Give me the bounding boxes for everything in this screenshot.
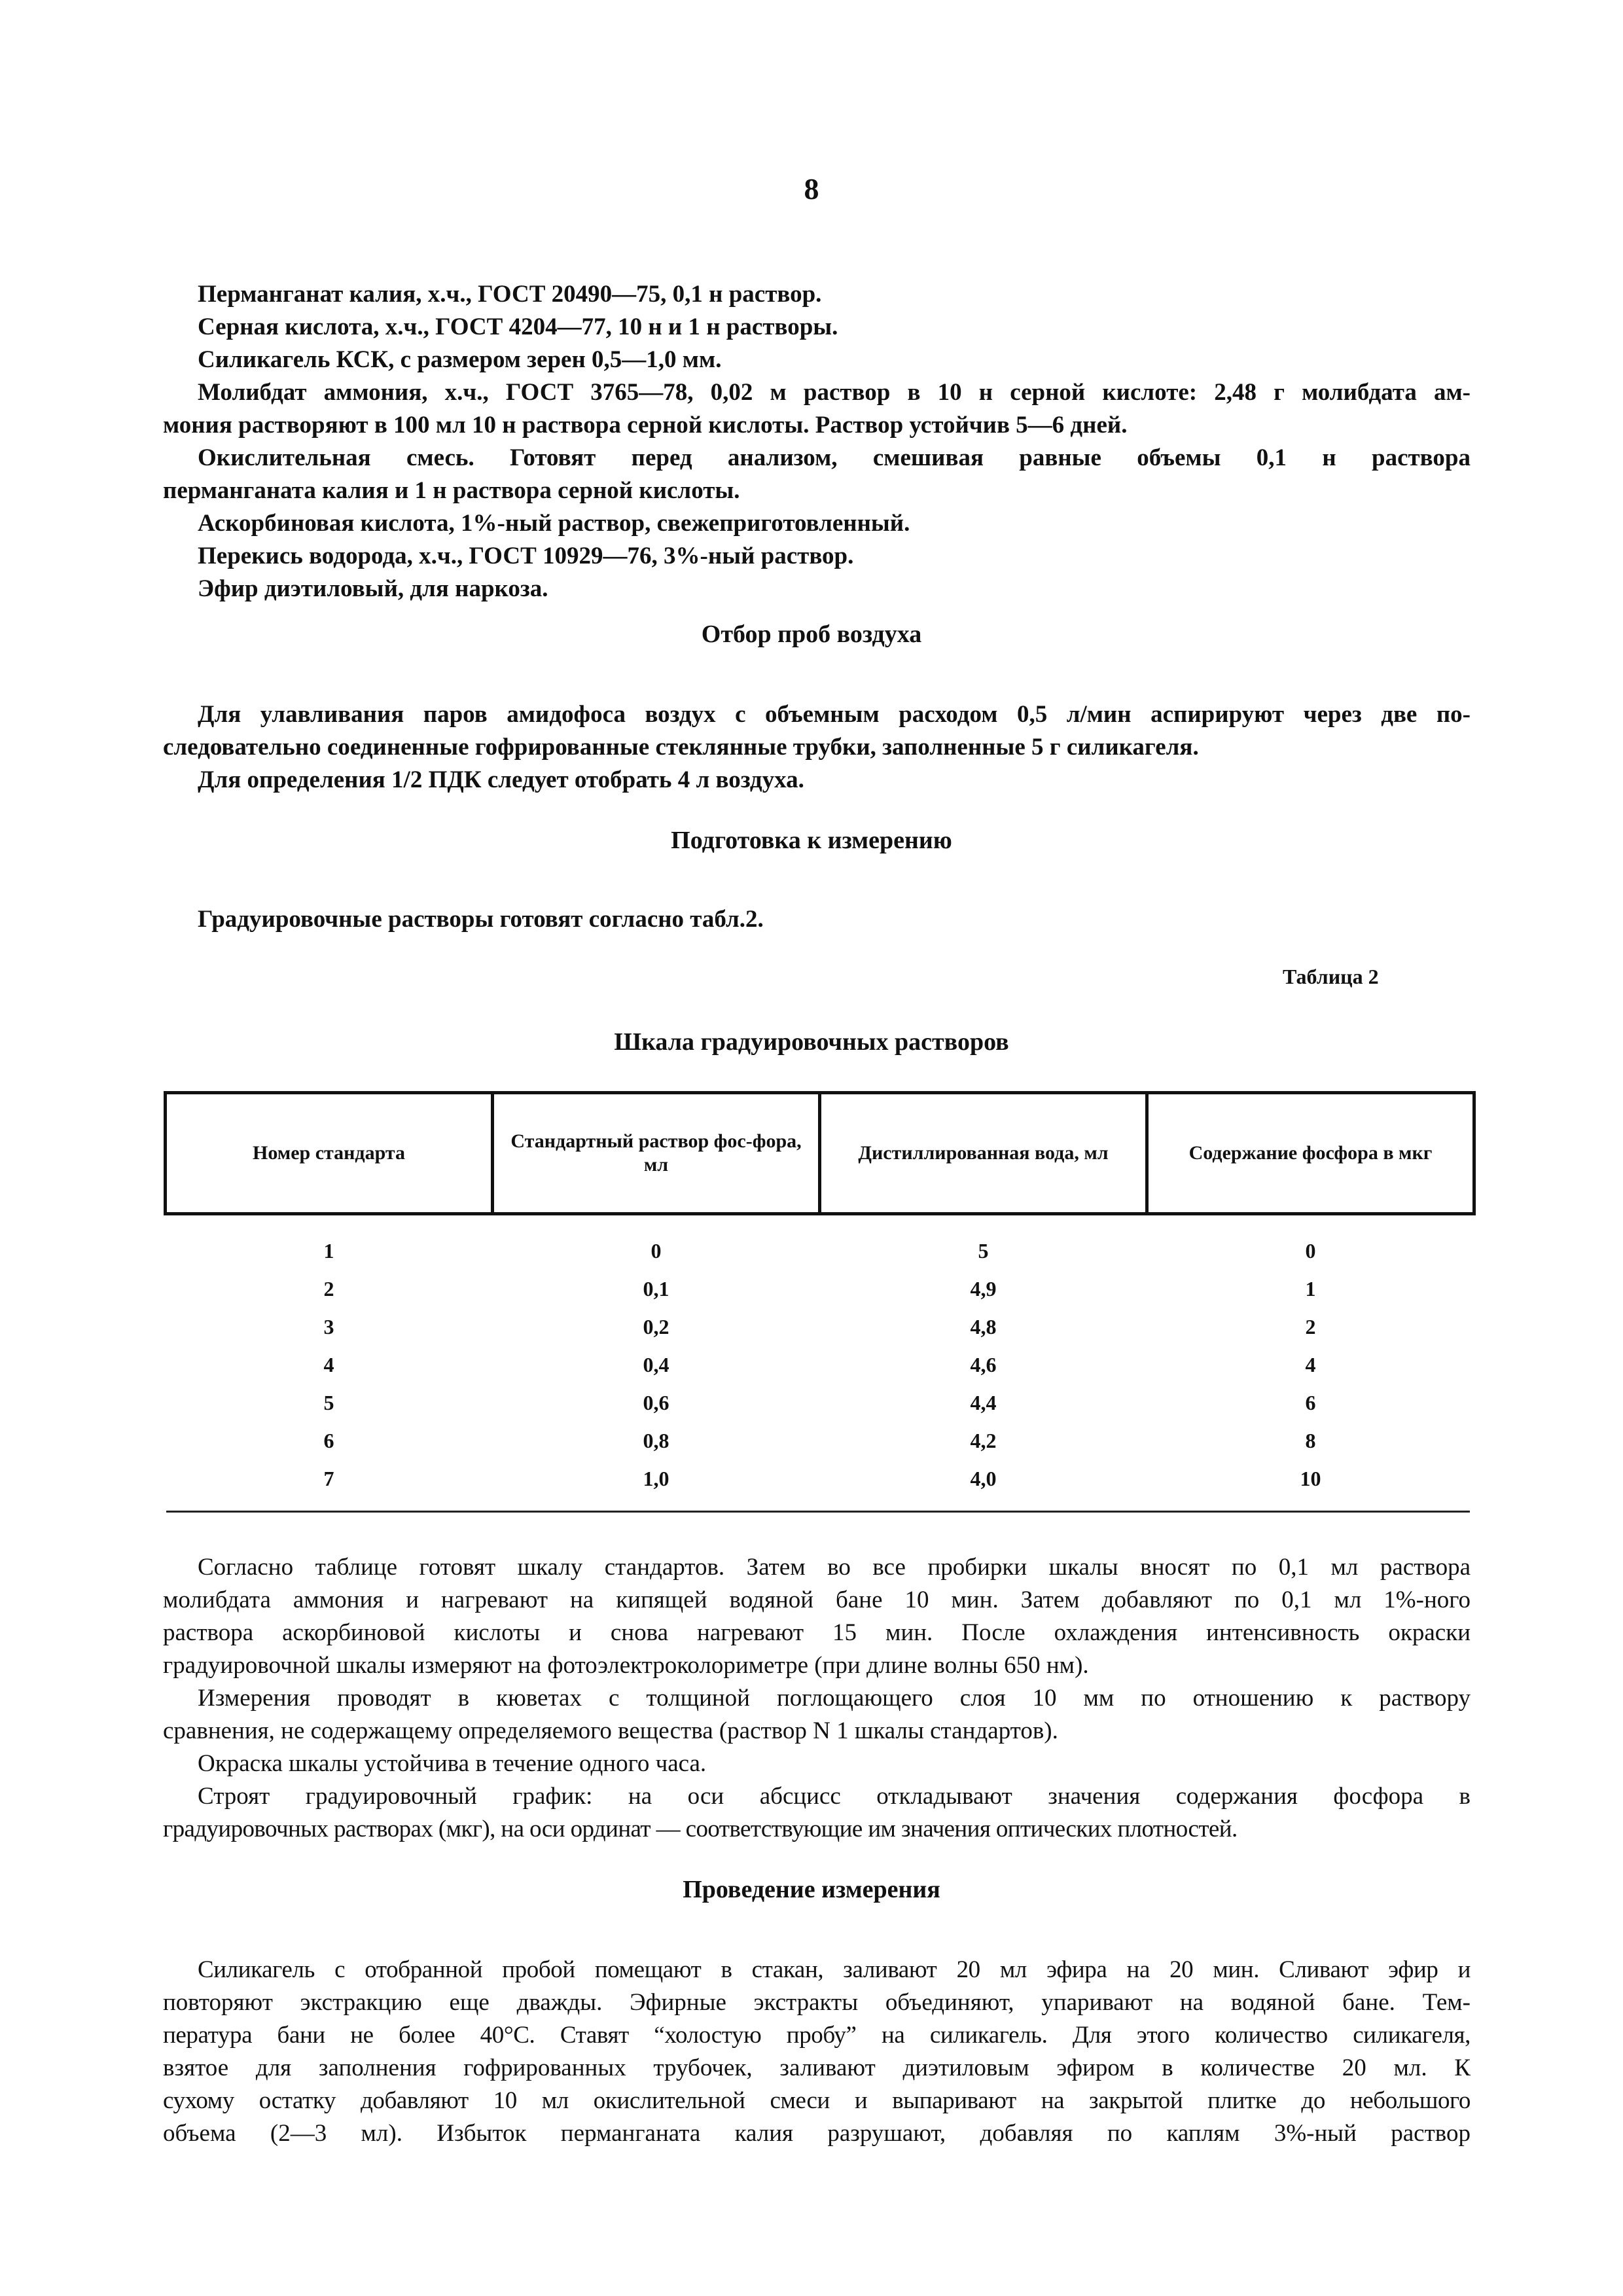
cell: 1,0 [643, 1466, 669, 1490]
cell: 5 [323, 1390, 334, 1414]
measure-l6: объема (2—3 мл). Избыток перманганата калия разрушают, добавляя по каплям 3%-ный раствор [163, 2120, 1471, 2147]
reagent-permanganate: Перманганат калия, х.ч., ГОСТ 20490—75, 0,1 н раствор. [198, 281, 822, 308]
graduation-table [164, 1091, 1476, 1498]
reagents-block [163, 278, 1471, 605]
reagent-oxid-l2: перманганата калия и 1 н раствора серной кислоты. [163, 477, 740, 504]
section-title-preparation: Подготовка к измерению [671, 827, 952, 854]
measure-l1: Силикагель с отобранной пробой помещают в стакан, заливают 20 мл эфира на 20 мин. Сливают эфир и [198, 1956, 1471, 1983]
header-phosphorus-solution: Стандартный раствор фос-форa, мл [493, 1093, 820, 1214]
table-bottom-rule [166, 1511, 1470, 1513]
sampling-line1: Для улавливания паров амидофоса воздух с объемным расходом 0,5 л/мин аспирируют через две по- [198, 701, 1471, 728]
cell: 10 [1300, 1466, 1321, 1490]
sampling-block [163, 698, 1471, 797]
cell: 4,9 [970, 1276, 997, 1300]
header-distilled-water: Дистиллированная вода, мл [820, 1093, 1147, 1214]
table-header-row [166, 1093, 1474, 1214]
after-p2-l2: сравнения, не содержащему определяемого вещества (раствор N 1 шкалы стандартов). [163, 1717, 1058, 1744]
reagent-molybdate-l1: Молибдат аммония, х.ч., ГОСТ 3765—78, 0,02 м раствор в 10 н серной кислоте: 2,48 г молибдата ам- [198, 379, 1471, 406]
header-standard-number: Номер стандарта [166, 1093, 493, 1214]
after-p1-l3: раствора аскорбиновой кислоты и снова нагревают 15 мин. После охлаждения интенсивность окраски [163, 1619, 1471, 1646]
sampling-line3: Для определения 1/2 ПДК следует отобрать 4 л воздуха. [198, 766, 804, 793]
cell: 7 [323, 1466, 334, 1490]
cell: 6 [323, 1428, 334, 1452]
preparation-text: Градуировочные растворы готовят согласно табл.2. [198, 906, 764, 933]
preparation-block [198, 903, 1471, 936]
reagent-ascorbic: Аскорбиновая кислота, 1%-ный раствор, свежеприготовленный. [198, 510, 910, 537]
cell: 3 [323, 1314, 334, 1338]
cell: 4,2 [970, 1428, 997, 1452]
reagent-molybdate-l2: мония растворяют в 100 мл 10 н раствора серной кислоты. Раствор устойчив 5—6 дней. [163, 412, 1128, 439]
after-table-block [163, 1551, 1471, 1846]
measure-l5: сухому остатку добавляют 10 мл окислительной смеси и выпаривают на закрытой плитке до небольшого [163, 2087, 1471, 2114]
table-row [166, 1214, 1474, 1270]
sampling-line2: следовательно соединенные гофрированные стеклянные трубки, заполненные 5 г силикагеля. [163, 734, 1199, 761]
table-row [166, 1422, 1474, 1460]
measure-l4: взятое для заполнения гофрированных трубочек, заливают диэтиловым эфиром в количестве 20 мл. К [163, 2054, 1471, 2081]
page-number: 8 [804, 172, 819, 206]
cell: 0,2 [643, 1314, 669, 1338]
cell: 1 [1305, 1276, 1316, 1300]
table-row [166, 1270, 1474, 1308]
table-title: Шкала градуировочных растворов [614, 1028, 1009, 1056]
cell: 4 [1305, 1352, 1316, 1376]
section-title-sampling: Отбор проб воздуха [701, 620, 922, 648]
section-title-measurement: Проведение измерения [683, 1876, 940, 1903]
after-p4-l1: Строят градуировочный график: на оси абсцисс откладывают значения содержания фосфора в [198, 1783, 1471, 1810]
reagent-silica: Силикагель КСК, с размером зерен 0,5—1,0 мм. [198, 346, 722, 373]
after-p1-l4: градуировочной шкалы измеряют на фотоэлектроколориметре (при длине волны 650 нм). [163, 1652, 1089, 1679]
measure-l3: пература бани не более 40°С. Ставят “холостую пробу” на силикагель. Для этого количество силикагеля, [163, 2022, 1471, 2049]
cell: 4,0 [970, 1466, 997, 1490]
table-row [166, 1308, 1474, 1346]
cell: 0 [651, 1238, 662, 1263]
reagent-oxid-l1: Окислительная смесь. Готовят перед анализом, смешивая равные объемы 0,1 н раствора [198, 444, 1471, 471]
table-row [166, 1460, 1474, 1498]
reagent-peroxide: Перекись водорода, х.ч., ГОСТ 10929—76, 3%-ный раствор. [198, 543, 854, 569]
reagent-line [198, 311, 1471, 344]
cell: 0 [1305, 1238, 1316, 1263]
table-row [166, 1384, 1474, 1422]
cell: 2 [323, 1276, 334, 1300]
reagent-line [198, 344, 1471, 376]
cell: 5 [978, 1238, 989, 1263]
after-p3: Окраска шкалы устойчива в течение одного часа. [198, 1750, 707, 1777]
cell: 0,8 [643, 1428, 669, 1452]
cell: 8 [1305, 1428, 1316, 1452]
header-phosphorus-content: Содержание фосфора в мкг [1147, 1093, 1474, 1214]
cell: 4,4 [970, 1390, 997, 1414]
after-p2-l1: Измерения проводят в кюветах с толщиной поглощающего слоя 10 мм по отношению к раствору [198, 1685, 1471, 1712]
reagent-line [198, 278, 1471, 311]
cell: 4,6 [970, 1352, 997, 1376]
measure-l2: повторяют экстракцию еще дважды. Эфирные экстракты объединяют, упаривают на водяной бане. Тем- [163, 1989, 1471, 2016]
cell: 0,4 [643, 1352, 669, 1376]
cell: 2 [1305, 1314, 1316, 1338]
table-row [166, 1346, 1474, 1384]
cell: 6 [1305, 1390, 1316, 1414]
after-p1-l2: молибдата аммония и нагревают на кипящей водяной бане 10 мин. Затем добавляют по 0,1 мл 1%-ного [163, 1587, 1471, 1613]
cell: 4,8 [970, 1314, 997, 1338]
reagent-ether: Эфир диэтиловый, для наркоза. [198, 575, 548, 602]
cell: 4 [323, 1352, 334, 1376]
cell: 0,1 [643, 1276, 669, 1300]
table-label: Таблица 2 [1283, 965, 1379, 988]
cell: 0,6 [643, 1390, 669, 1414]
reagent-sulfuric: Серная кислота, х.ч., ГОСТ 4204—77, 10 н и 1 н растворы. [198, 314, 838, 340]
after-p1-l1: Согласно таблице готовят шкалу стандартов. Затем во все пробирки шкалы вносят по 0,1 мл раствора [198, 1554, 1471, 1581]
after-p4-l2: градуировочных растворах (мкг), на оси ординат — соответствующие им значения оптических плотностей. [163, 1816, 1238, 1842]
graduation-table-grid [164, 1091, 1476, 1498]
cell: 1 [323, 1238, 334, 1263]
measurement-block [163, 1954, 1471, 2150]
